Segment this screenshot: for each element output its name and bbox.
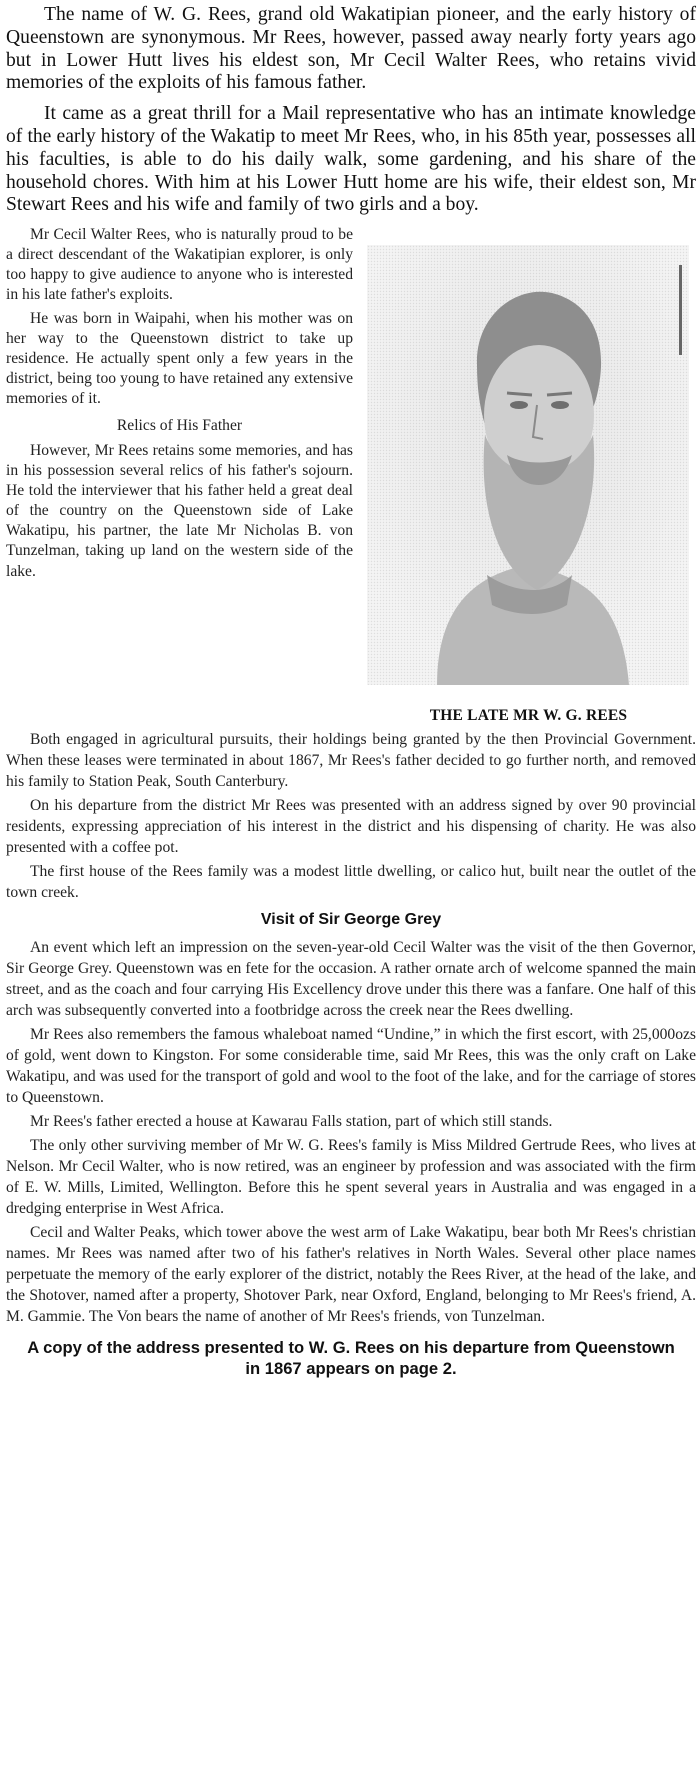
body-paragraph: The only other surviving member of Mr W. G. Rees's family is Miss Mildred Gertrude Rees, who lives at Nelson. Mr Cecil Walter, who is now retired, was an engineer by profession and was associated with the firm of E. W. Mills, Limited, Wellington. Before this he spent several years in Australia and was engaged in a dredging enterprise in West Africa. [6,1137,696,1218]
left-column [6,225,353,585]
body-paragraph: Mr Rees's father erected a house at Kawarau Falls station, part of which still stands. [30,1113,553,1131]
body-paragraph: However, Mr Rees retains some memories, and has in his possession several relics of his father's sojourn. He told the interviewer that his father held a great deal of the country on the Queenstown side of Lake Wakatipu, his partner, the late Mr Nicholas B. von Tunzelman, taking up land on the western side of the lake. [6,442,353,580]
body-paragraph: Mr Rees also remembers the famous whaleboat named “Undine,” in which the first escort, with 25,000ozs of gold, went down to Kingston. For some considerable time, said Mr Rees, this was the only craft on Lake Wakatipu, and was used for the transport of gold and wool to the foot of the lake, and for the carriage of stores to Queenstown. [6,1026,696,1107]
body-paragraph: On his departure from the district Mr Rees was presented with an address signed by over 90 provincial residents, expressing appreciation of his interest in the district and his dispensing of charity. He was also presented with a coffee pot. [6,797,696,857]
subheading-relics: Relics of His Father [116,417,243,435]
closing-note: A copy of the address presented to W. G. Rees on his departure from Queenstown in 1867 appears on page 2. [27,1338,675,1379]
body-paragraph: Both engaged in agricultural pursuits, their holdings being granted by the then Provincial Government. When these leases were terminated in about 1867, Mr Rees's father decided to go further north, and removed his family to Station Peak, South Canterbury. [6,731,696,791]
photo-block [353,225,696,725]
body-paragraph: He was born in Waipahi, when his mother was on her way to the Queenstown district to take up residence. He actually spent only a few years in the district, being too young to have retained any extensive memories of it. [6,309,353,407]
intro-paragraph: The name of W. G. Rees, grand old Wakatipian pioneer, and the early history of Queenstown are synonymous. Mr Rees, however, passed away nearly forty years ago but in Lower Hutt lives his eldest son, Mr Cecil Walter Rees, who retains vivid memories of the exploits of his famous father. [6,4,696,94]
body-paragraph: The first house of the Rees family was a modest little dwelling, or calico hut, built near the outlet of the town creek. [6,863,696,902]
intro-block [6,4,696,217]
photo-caption: THE LATE MR W. G. REES [429,707,628,725]
full-width-section [6,729,696,1379]
body-paragraph: Mr Cecil Walter Rees, who is naturally proud to be a direct descendant of the Wakatipian explorer, is only too happy to give audience to anyone who is interested in his late father's exploits. [6,226,353,304]
body-paragraph: Cecil and Walter Peaks, which tower above the west arm of Lake Wakatipu, bear both Mr Rees's christian names. Mr Rees was named after two of his father's relatives in North Wales. Several other place names perpetuate the memory of the early explorer of the district, notably the Rees River, at the head of the lake, and the Shotover, named after a property, Shotover Park, near Oxford, England, belonging to Mr Rees's friend, A. M. Gammie. The Von bears the name of another of Mr Rees's friends, von Tunzelman. [6,1224,696,1326]
two-column-section [6,225,696,725]
body-paragraph: An event which left an impression on the seven-year-old Cecil Walter was the visit of the then Governor, Sir George Grey. Queenstown was en fete for the occasion. A rather ornate arch of welcome spanned the main street, and as the coach and four carrying His Excellency drove under this there was a fanfare. One half of this arch was subsequently converted into a footbridge across the creek near the Rees dwelling. [6,939,696,1020]
portrait-photo [367,245,689,685]
subheading-grey: Visit of Sir George Grey [260,911,442,929]
intro-paragraph: It came as a great thrill for a Mail representative who has an intimate knowledge of the early history of the Wakatip to meet Mr Rees, who, in his 85th year, possesses all his faculties, is able to do his daily walk, some gardening, and his share of the household chores. With him at his Lower Hutt home are his wife, their eldest son, Mr Stewart Rees and his wife and family of two girls and a boy. [6,103,696,216]
